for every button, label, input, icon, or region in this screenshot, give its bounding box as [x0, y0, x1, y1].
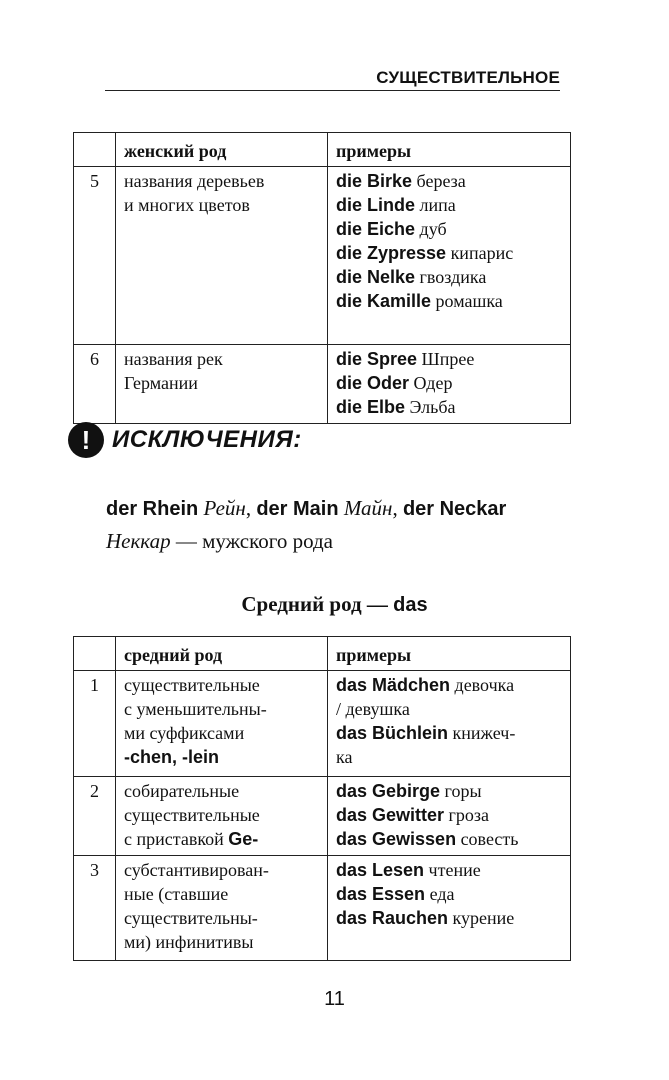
- example-item: die Linde липа: [336, 195, 456, 215]
- example-item: die Spree Шпрее: [336, 349, 475, 369]
- example-item: die Zypresse кипарис: [336, 243, 514, 263]
- table-row: [74, 856, 571, 961]
- example-item: das Gewitter гроза: [336, 805, 490, 825]
- row-number: 5: [74, 167, 116, 345]
- row-examples: [328, 167, 571, 345]
- row-examples: [328, 777, 571, 856]
- row-examples: das Mädchen девочка / девушка das Büchlein книжеч- ка: [328, 671, 571, 777]
- row-description: названия деревьев и многих цветов: [116, 167, 328, 345]
- row-description: существительные с уменьшительны- ми суффиксами -chen, -lein: [116, 671, 328, 777]
- row-description: собирательные существительные с приставкой Ge-: [116, 777, 328, 856]
- header-cell-examples: примеры: [328, 637, 571, 671]
- row-description: названия рек Германии: [116, 345, 328, 424]
- example-item: das Rauchen курение: [336, 908, 515, 928]
- row-number: 2: [74, 777, 116, 856]
- table-row: [74, 167, 571, 345]
- section-title: Средний род — das: [241, 592, 428, 616]
- feminine-gender-table: [73, 132, 571, 424]
- header-cell-num: [74, 637, 116, 671]
- table-row: [74, 777, 571, 856]
- header-rule: [105, 90, 560, 91]
- example-item: die Kamille ромашка: [336, 291, 503, 311]
- example-item: die Elbe Эльба: [336, 397, 456, 417]
- header-cell-gender: женский род: [116, 133, 328, 167]
- header-cell-gender: средний род: [116, 637, 328, 671]
- table-row: [74, 345, 571, 424]
- row-number: 1: [74, 671, 116, 777]
- example-item: das Essen еда: [336, 884, 455, 904]
- row-examples: [328, 345, 571, 424]
- page-number: 11: [324, 988, 345, 1010]
- header-cell-num: [74, 133, 116, 167]
- row-number: 6: [74, 345, 116, 424]
- table-header-row: [74, 133, 571, 167]
- example-item: die Birke береза: [336, 171, 466, 191]
- exceptions-text: der Rhein Рейн, der Main Майн, der Neckar Неккар — мужского рода: [106, 496, 507, 553]
- exclamation-icon: !: [68, 422, 104, 458]
- header-cell-examples: примеры: [328, 133, 571, 167]
- example-item: das Lesen чтение: [336, 860, 481, 880]
- table-header-row: [74, 637, 571, 671]
- exceptions-label: ИСКЛЮЧЕНИЯ:: [112, 426, 302, 453]
- row-number: 3: [74, 856, 116, 961]
- example-item: die Oder Одер: [336, 373, 453, 393]
- example-item: das Büchlein книжеч-: [336, 723, 516, 743]
- running-header: СУЩЕСТВИТЕЛЬНОЕ: [376, 68, 560, 87]
- example-item: das Gewissen совесть: [336, 829, 519, 849]
- table-row: [74, 671, 571, 777]
- example-item: die Eiche дуб: [336, 219, 447, 239]
- example-item: das Gebirge горы: [336, 781, 482, 801]
- example-item: das Mädchen девочка: [336, 675, 515, 695]
- exceptions-heading: [68, 422, 302, 458]
- row-description: субстантивирован- ные (ставшие существительны- ми) инфинитивы: [116, 856, 328, 961]
- neuter-gender-table: [73, 636, 571, 961]
- row-examples: [328, 856, 571, 961]
- example-item: die Nelke гвоздика: [336, 267, 487, 287]
